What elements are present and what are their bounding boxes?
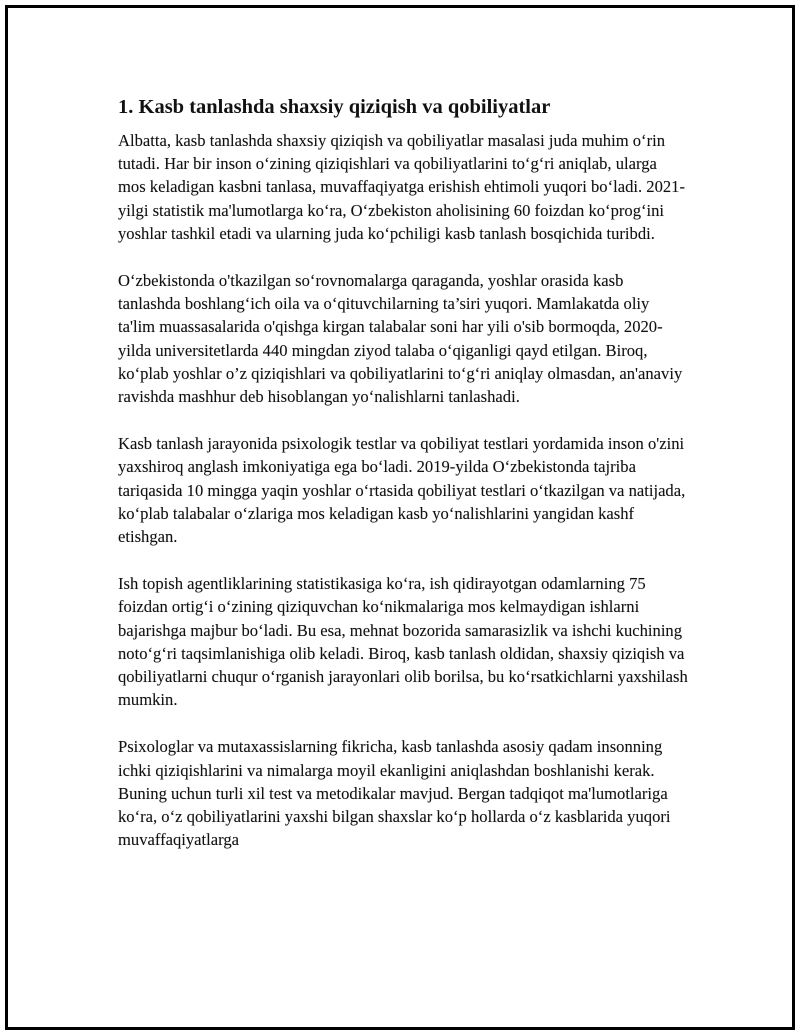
section-title: 1. Kasb tanlashda shaxsiy qiziqish va qobiliyatlar — [118, 96, 551, 118]
paragraph-2: O‘zbekistonda o'tkazilgan so‘rovnomalarga qaraganda, yoshlar orasida kasb tanlashda boshlang‘ich oila va o‘qituvchilarning ta’siri yuqori. Mamlakatda oliy ta'lim muassasalarida o'qishga kirgan talabalar soni har yili o'sib bormoqda, 2020-yilda universitetlarda 440 mingdan ziyod talaba o‘qiganligi qayd etilgan. Biroq, ko‘plab yoshlar o’z qiziqishlari va qobiliyatlarini to‘g‘ri aniqlay olmasdan, an'anaviy ravishda mashhur deb hisoblangan yo‘nalishlarni tanlashadi. — [118, 271, 683, 407]
document-body — [118, 93, 688, 851]
paragraph-5: Psixologlar va mutaxassislarning fikricha, kasb tanlashda asosiy qadam insonning ichki qiziqishlarini va nimalarga moyil ekanligini aniqlashdan boshlanishi kerak. Buning uchun turli xil test va metodikalar mavjud. Bergan tadqiqot ma'lumotlariga ko‘ra, o‘z qobiliyatlarini yaxshi bilgan shaxslar ko‘p hollarda o‘z kasblarida yuqori muvaffaqiyatlarga — [118, 737, 671, 850]
paragraph-4: Ish topish agentliklarining statistikasiga ko‘ra, ish qidirayotgan odamlarning 75 foizdan ortig‘i o‘zining qiziquvchan ko‘nikmalariga mos kelmaydigan ishlarni bajarishga majbur bo‘ladi. Bu esa, mehnat bozorida samarasizlik va ishchi kuchining noto‘g‘ri taqsimlanishiga olib keladi. Biroq, kasb tanlash oldidan, shaxsiy qiziqish va qobiliyatlarni chuqur o‘rganish jarayonlari olib borilsa, bu ko‘rsatkichlarni yaxshilash mumkin. — [118, 574, 688, 710]
paragraph-1: Albatta, kasb tanlashda shaxsiy qiziqish va qobiliyatlar masalasi juda muhim o‘rin tutadi. Har bir inson o‘zining qiziqishlari va qobiliyatlarini to‘g‘ri aniqlab, ularga mos keladigan kasbni tanlasa, muvaffaqiyatga erishish ehtimoli yuqori bo‘ladi. 2021-yilgi statistik ma'lumotlarga ko‘ra, O‘zbekiston aholisining 60 foizdan ko‘prog‘ini yoshlar tashkil etadi va ularning juda ko‘pchiligi kasb tanlash bosqichida turibdi. — [118, 131, 685, 243]
paragraph-3: Kasb tanlash jarayonida psixologik testlar va qobiliyat testlari yordamida inson o'zini yaxshiroq anglash imkoniyatiga ega bo‘ladi. 2019-yilda O‘zbekistonda tajriba tariqasida 10 mingga yaqin yoshlar o‘rtasida qobiliyat testlari o‘tkazilgan va natijada, ko‘plab talabalar o‘zlariga mos keladigan kasb yo‘nalishlarini yangidan kashf etishgan. — [118, 434, 686, 547]
